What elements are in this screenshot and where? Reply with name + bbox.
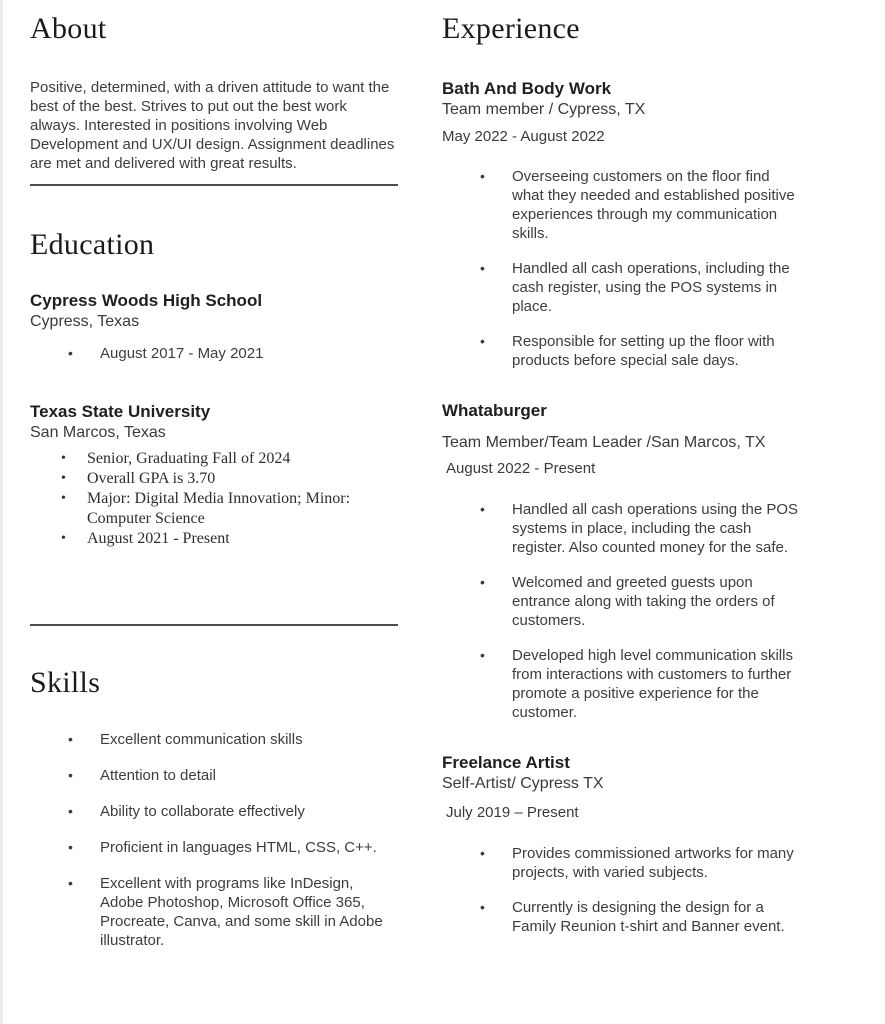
bullet-text: Welcomed and greeted guests upon entrance along with taking the orders of customers. (512, 574, 775, 629)
bullet-text: Excellent with programs like InDesign, Adobe Photoshop, Microsoft Office 365, Procreate, Canva, and some skill in Adobe illustrator. (100, 875, 383, 949)
job-bullet-list (442, 167, 800, 370)
school-bullet-list (30, 344, 398, 363)
bullet-marker: • (61, 531, 66, 546)
bullet-text: Handled all cash operations using the POS systems in place, including the cash register. Also counted money for the safe. (512, 501, 799, 556)
job-entry-whataburger (442, 400, 800, 722)
bullet-item (30, 730, 398, 749)
bullet-marker: • (480, 333, 485, 349)
skills-section (30, 666, 398, 950)
role-location: Team Member/Team Leader /San Marcos, TX (442, 434, 766, 451)
bullet-item (442, 646, 800, 722)
experience-heading: Experience (442, 12, 580, 45)
role-location: Team member / Cypress, TX (442, 101, 646, 118)
education-entry-high-school (30, 290, 398, 363)
bullet-item (442, 898, 800, 936)
job-bullet-list (442, 500, 800, 722)
bullet-marker: • (480, 574, 485, 590)
school-name: Texas State University (30, 402, 211, 421)
company-name: Freelance Artist (442, 753, 570, 772)
bullet-text: Senior, Graduating Fall of 2024 (87, 450, 291, 467)
bullet-marker: • (61, 471, 66, 486)
bullet-item (30, 802, 398, 821)
bullet-item (30, 766, 398, 785)
bullet-marker: • (68, 875, 73, 891)
education-heading: Education (30, 228, 155, 261)
bullet-marker: • (61, 491, 66, 506)
bullet-item (442, 573, 800, 630)
bullet-item (442, 167, 800, 243)
right-column (412, 0, 885, 1024)
bullet-text: Provides commissioned artworks for many projects, with varied subjects. (512, 845, 794, 881)
bullet-text: Responsible for setting up the floor with products before special sale days. (512, 333, 775, 369)
bullet-item (30, 529, 398, 549)
school-bullet-list (30, 449, 398, 549)
bullet-text: August 2017 - May 2021 (100, 345, 264, 362)
bullet-item (30, 838, 398, 857)
about-heading: About (30, 12, 107, 45)
bullet-marker: • (480, 501, 485, 517)
bullet-text: Overseeing customers on the floor find what they needed and established positive experiences through my communication skills. (512, 168, 795, 242)
skills-list (30, 730, 398, 950)
job-entry-bath-and-body (442, 78, 800, 370)
about-section (30, 12, 398, 173)
experience-section (442, 12, 800, 936)
bullet-text: Ability to collaborate effectively (100, 803, 305, 820)
bullet-text: Proficient in languages HTML, CSS, C++. (100, 839, 377, 856)
bullet-text: Overall GPA is 3.70 (87, 470, 216, 487)
bullet-item (30, 449, 398, 469)
bullet-text: Excellent communication skills (100, 731, 303, 748)
skills-heading: Skills (30, 666, 101, 699)
bullet-marker: • (61, 451, 66, 466)
school-location: Cypress, Texas (30, 313, 140, 330)
divider-after-education (30, 624, 398, 626)
company-name: Bath And Body Work (442, 79, 612, 98)
bullet-marker: • (480, 260, 485, 276)
education-section (30, 228, 398, 549)
bullet-text: Developed high level communication skills from interactions with customers to further promote a positive experience for the customer. (512, 647, 793, 721)
school-location: San Marcos, Texas (30, 424, 166, 441)
about-paragraph: Positive, determined, with a driven attitude to want the best of the best. Strives to put out the best work always. Interested in positions involving Web Development and UX/UI design. Assignment deadlines are met and delivered with great results. (30, 79, 395, 172)
bullet-marker: • (480, 647, 485, 663)
bullet-marker: • (480, 168, 485, 184)
bullet-marker: • (68, 345, 73, 361)
job-entry-freelance-artist (442, 752, 800, 936)
bullet-text: August 2021 - Present (87, 530, 230, 547)
employment-dates: May 2022 - August 2022 (442, 128, 605, 145)
education-entry-university (30, 401, 398, 549)
job-bullet-list (442, 844, 800, 936)
employment-dates: July 2019 – Present (446, 804, 579, 821)
role-location: Self-Artist/ Cypress TX (442, 775, 604, 792)
bullet-marker: • (68, 839, 73, 855)
bullet-item (442, 844, 800, 882)
bullet-text: Handled all cash operations, including the cash register, using the POS systems in place. (512, 260, 790, 315)
bullet-marker: • (68, 767, 73, 783)
employment-dates: August 2022 - Present (446, 460, 596, 477)
bullet-marker: • (480, 899, 485, 915)
left-column (3, 0, 412, 1024)
bullet-text: Major: Digital Media Innovation; Minor: Computer Science (87, 490, 351, 527)
school-name: Cypress Woods High School (30, 291, 263, 310)
bullet-marker: • (480, 845, 485, 861)
bullet-item (442, 332, 800, 370)
bullet-text: Attention to detail (100, 767, 216, 784)
bullet-text: Currently is designing the design for a Family Reunion t-shirt and Banner event. (512, 899, 785, 935)
bullet-item (442, 500, 800, 557)
bullet-marker: • (68, 731, 73, 747)
bullet-item (30, 344, 398, 363)
bullet-item (30, 874, 398, 950)
bullet-item (30, 469, 398, 489)
bullet-marker: • (68, 803, 73, 819)
bullet-item (442, 259, 800, 316)
company-name: Whataburger (442, 401, 547, 420)
bullet-item (30, 489, 398, 529)
divider-after-about (30, 184, 398, 186)
